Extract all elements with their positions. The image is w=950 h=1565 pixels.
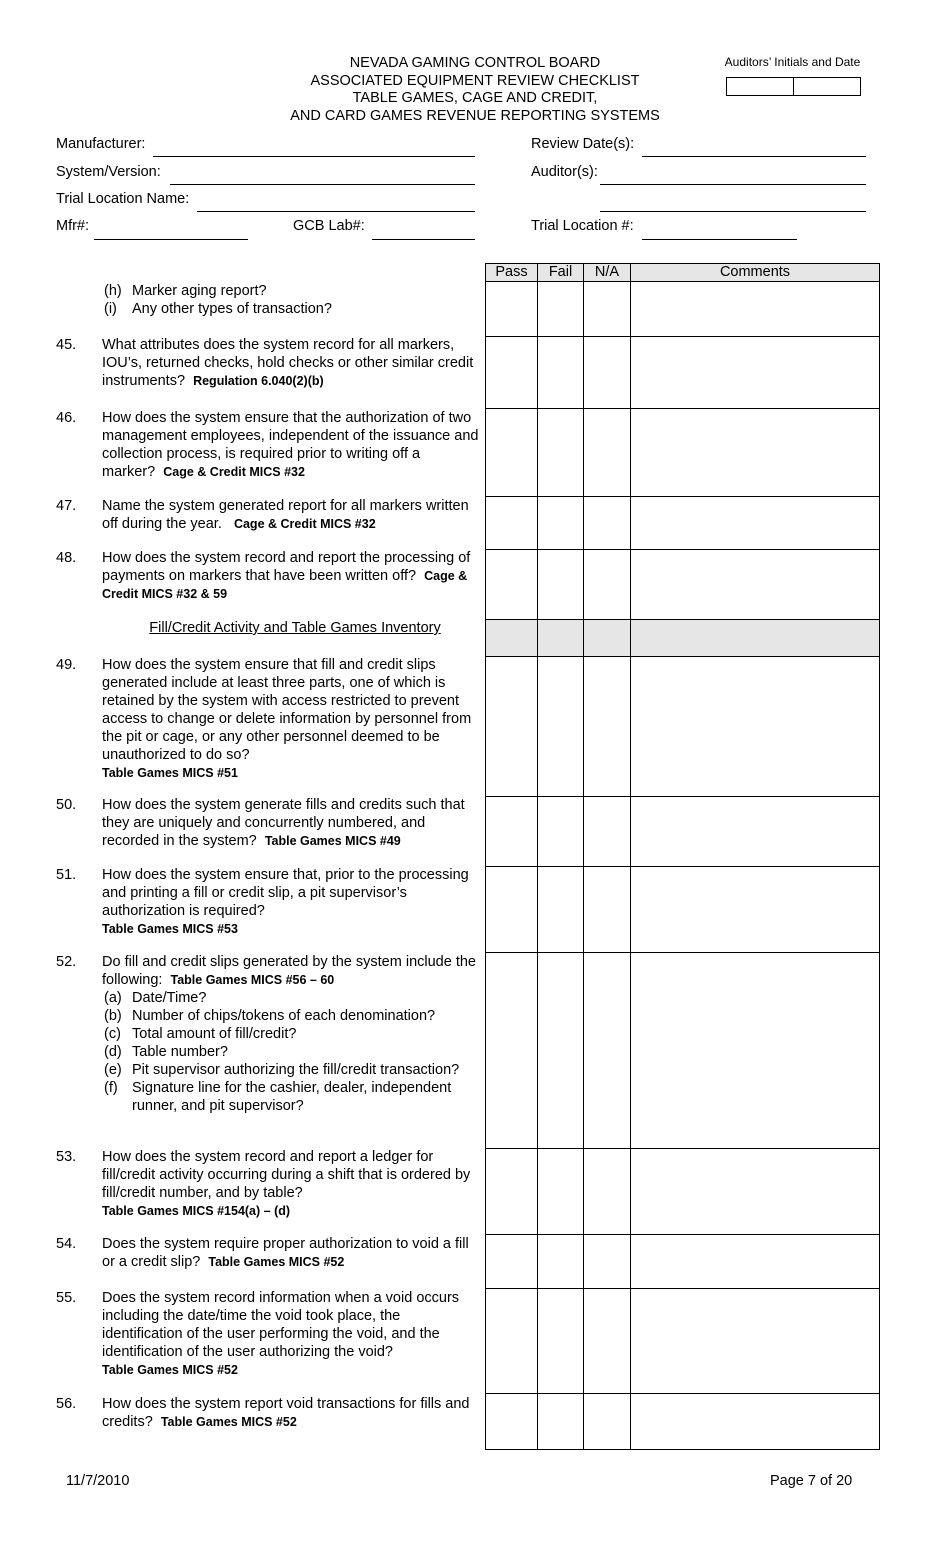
comments-cell[interactable] xyxy=(630,496,880,550)
title-line-2: ASSOCIATED EQUIPMENT REVIEW CHECKLIST xyxy=(310,72,640,89)
question-reference: Table Games MICS #56 – 60 xyxy=(170,973,335,987)
trial-location-num-label: Trial Location #: xyxy=(531,218,634,234)
list-item: (h) Marker aging report? xyxy=(104,283,267,299)
question-reference: Table Games MICS #51 xyxy=(102,766,238,780)
fail-cell[interactable] xyxy=(537,496,584,550)
gcb-lab-field[interactable] xyxy=(372,239,475,240)
comments-cell[interactable] xyxy=(630,408,880,497)
list-item: (a) Date/Time? xyxy=(104,990,207,1006)
na-cell[interactable] xyxy=(583,656,631,797)
question-reference: Cage & Credit MICS #32 xyxy=(233,517,376,531)
question-52: 52. Do fill and credit slips generated by the system include the following: Table Games MICS #56 – 60 (a) Date/Time? (b) Number of chips/tokens of each denomination? (c) Total amount of fill/credit? (d) Table number? (e) Pit supervisor authorizing the fill/credit transaction? (f) Signature line for the cashier, dealer, independent runner, and pit supervisor? xyxy=(56,953,480,1115)
question-reference: Table Games MICS #52 xyxy=(208,1255,345,1269)
gcb-lab-label: GCB Lab#: xyxy=(293,218,365,234)
auditors-field[interactable] xyxy=(600,184,866,185)
na-cell[interactable] xyxy=(583,952,631,1149)
question-reference: Table Games MICS #52 xyxy=(102,1363,238,1377)
fail-cell[interactable] xyxy=(537,549,584,620)
fail-cell[interactable] xyxy=(537,952,584,1149)
comments-cell[interactable] xyxy=(630,1288,880,1394)
pass-cell[interactable] xyxy=(485,549,538,620)
auditors-initials-box[interactable] xyxy=(726,77,794,96)
comments-cell[interactable] xyxy=(630,1393,880,1450)
review-dates-label: Review Date(s): xyxy=(531,136,635,152)
column-header-fail: Fail xyxy=(537,263,584,282)
trial-location-num-field[interactable] xyxy=(642,239,797,240)
na-cell[interactable] xyxy=(583,1288,631,1394)
fail-cell[interactable] xyxy=(537,1393,584,1450)
question-45: 45. What attributes does the system record for all markers, IOU’s, returned checks, hold checks or other similar credit instruments? Regulation 6.040(2)(b) xyxy=(56,337,474,389)
trial-location-name-label: Trial Location Name: xyxy=(56,191,190,207)
question-reference: Cage & Credit MICS #32 & 59 xyxy=(102,569,468,601)
pass-cell[interactable] xyxy=(485,496,538,550)
question-47: 47. Name the system generated report for all markers written off during the year. Cage & Credit MICS #32 xyxy=(56,498,469,532)
na-cell[interactable] xyxy=(583,549,631,620)
na-cell[interactable] xyxy=(583,496,631,550)
continuation-items xyxy=(56,282,480,318)
list-item: (e) Pit supervisor authorizing the fill/credit transaction? xyxy=(104,1062,460,1078)
title-line-4: AND CARD GAMES REVENUE REPORTING SYSTEMS xyxy=(290,107,660,124)
question-48: 48. How does the system record and report the processing of payments on markers that have been written off? Cage & Credit MICS #32 & 59 xyxy=(56,550,471,601)
comments-cell[interactable] xyxy=(630,866,880,953)
section-shaded-cell xyxy=(583,619,631,657)
list-item: (d) Table number? xyxy=(104,1044,228,1060)
question-reference: Table Games MICS #52 xyxy=(160,1415,297,1429)
comments-cell[interactable] xyxy=(630,336,880,409)
question-reference: Regulation 6.040(2)(b) xyxy=(193,374,324,388)
question-55: 55. Does the system record information when a void occurs including the date/time the void took place, the identification of the user performing the void, and the identification of the user authorizing the void? Table Games MICS #52 xyxy=(56,1290,460,1377)
comments-cell[interactable] xyxy=(630,549,880,620)
question-49: 49. How does the system ensure that fill and credit slips generated include at least three parts, one of which is retained by the system with access restricted to prevent access to change or delete information by personnel from the pit or cage, or any other personnel deemed to be unauthorized to do so? Table Games MICS #51 xyxy=(56,657,472,780)
section-shaded-cell xyxy=(630,619,880,657)
question-46: 46. How does the system ensure that the authorization of two management employees, independent of the issuance and collection process, is required prior to writing off a marker? Cage & Credit MICS #32 xyxy=(56,410,479,480)
list-item: (c) Total amount of fill/credit? xyxy=(104,1026,297,1042)
column-header-comments: Comments xyxy=(630,263,880,282)
column-header-pass: Pass xyxy=(485,263,538,282)
na-cell[interactable] xyxy=(583,796,631,867)
auditors-field-line-2[interactable] xyxy=(600,211,866,212)
pass-cell[interactable] xyxy=(485,1393,538,1450)
pass-cell[interactable] xyxy=(485,281,538,337)
pass-cell[interactable] xyxy=(485,1148,538,1235)
question-reference: Cage & Credit MICS #32 xyxy=(163,465,305,479)
fail-cell[interactable] xyxy=(537,1234,584,1289)
manufacturer-label: Manufacturer: xyxy=(56,136,146,152)
na-cell[interactable] xyxy=(583,1393,631,1450)
question-50: 50. How does the system generate fills and credits such that they are uniquely and concurrently numbered, and recorded in the system? Table Games MICS #49 xyxy=(56,797,465,849)
question-53: 53. How does the system record and report a ledger for fill/credit activity occurring during a shift that is ordered by fill/credit number, and by table? Table Games MICS #154(a) – (d) xyxy=(56,1149,471,1218)
auditors-date-box[interactable] xyxy=(793,77,861,96)
question-reference: Table Games MICS #154(a) – (d) xyxy=(102,1204,291,1218)
pass-cell[interactable] xyxy=(485,336,538,409)
question-51: 51. How does the system ensure that, prior to the processing and printing a fill or credit slip, a pit supervisor’s authorization is required? Table Games MICS #53 xyxy=(56,867,469,936)
comments-cell[interactable] xyxy=(630,656,880,797)
footer-date: 11/7/2010 xyxy=(66,1473,130,1489)
na-cell[interactable] xyxy=(583,281,631,337)
title-line-1: NEVADA GAMING CONTROL BOARD xyxy=(349,55,601,71)
na-cell[interactable] xyxy=(583,866,631,953)
comments-cell[interactable] xyxy=(630,952,880,1149)
section-shaded-cell xyxy=(485,619,538,657)
column-header-na: N/A xyxy=(583,263,631,282)
comments-cell[interactable] xyxy=(630,796,880,867)
fail-cell[interactable] xyxy=(537,281,584,337)
fail-cell[interactable] xyxy=(537,656,584,797)
list-item: (f) Signature line for the cashier, dealer, independent runner, and pit supervisor? xyxy=(104,1080,452,1114)
question-54: 54. Does the system require proper authorization to void a fill or a credit slip? Table Games MICS #52 xyxy=(56,1236,469,1270)
section-heading: Fill/Credit Activity and Table Games Inventory xyxy=(149,620,441,636)
na-cell[interactable] xyxy=(583,336,631,409)
document-title xyxy=(230,55,720,125)
trial-location-name-field[interactable] xyxy=(197,211,475,212)
fail-cell[interactable] xyxy=(537,796,584,867)
comments-cell[interactable] xyxy=(630,281,880,337)
mfr-num-field[interactable] xyxy=(94,239,248,240)
pass-cell[interactable] xyxy=(485,952,538,1149)
na-cell[interactable] xyxy=(583,408,631,497)
auditors-label: Auditor(s): xyxy=(531,164,598,180)
fail-cell[interactable] xyxy=(537,1288,584,1394)
na-cell[interactable] xyxy=(583,1148,631,1235)
review-dates-field[interactable] xyxy=(642,156,866,157)
mfr-num-label: Mfr#: xyxy=(56,218,90,234)
pass-cell[interactable] xyxy=(485,1234,538,1289)
pass-cell[interactable] xyxy=(485,656,538,797)
pass-cell[interactable] xyxy=(485,866,538,953)
fail-cell[interactable] xyxy=(537,408,584,497)
comments-cell[interactable] xyxy=(630,1234,880,1289)
system-version-label: System/Version: xyxy=(56,164,161,180)
fail-cell[interactable] xyxy=(537,866,584,953)
title-line-3: TABLE GAMES, CAGE AND CREDIT, xyxy=(352,90,598,106)
comments-cell[interactable] xyxy=(630,1148,880,1235)
fail-cell[interactable] xyxy=(537,1148,584,1235)
fail-cell[interactable] xyxy=(537,336,584,409)
footer-page-number: Page 7 of 20 xyxy=(770,1473,853,1489)
list-item: (i) Any other types of transaction? xyxy=(104,301,332,317)
pass-cell[interactable] xyxy=(485,796,538,867)
manufacturer-field[interactable] xyxy=(153,156,475,157)
pass-cell[interactable] xyxy=(485,1288,538,1394)
auditors-initials-label: Auditors’ Initials and Date xyxy=(724,55,861,69)
question-reference: Table Games MICS #49 xyxy=(264,834,401,848)
question-56: 56. How does the system report void transactions for fills and credits? Table Games MICS #52 xyxy=(56,1396,470,1430)
section-shaded-cell xyxy=(537,619,584,657)
list-item: (b) Number of chips/tokens of each denomination? xyxy=(104,1008,436,1024)
na-cell[interactable] xyxy=(583,1234,631,1289)
pass-cell[interactable] xyxy=(485,408,538,497)
system-version-field[interactable] xyxy=(170,184,475,185)
question-reference: Table Games MICS #53 xyxy=(102,922,238,936)
